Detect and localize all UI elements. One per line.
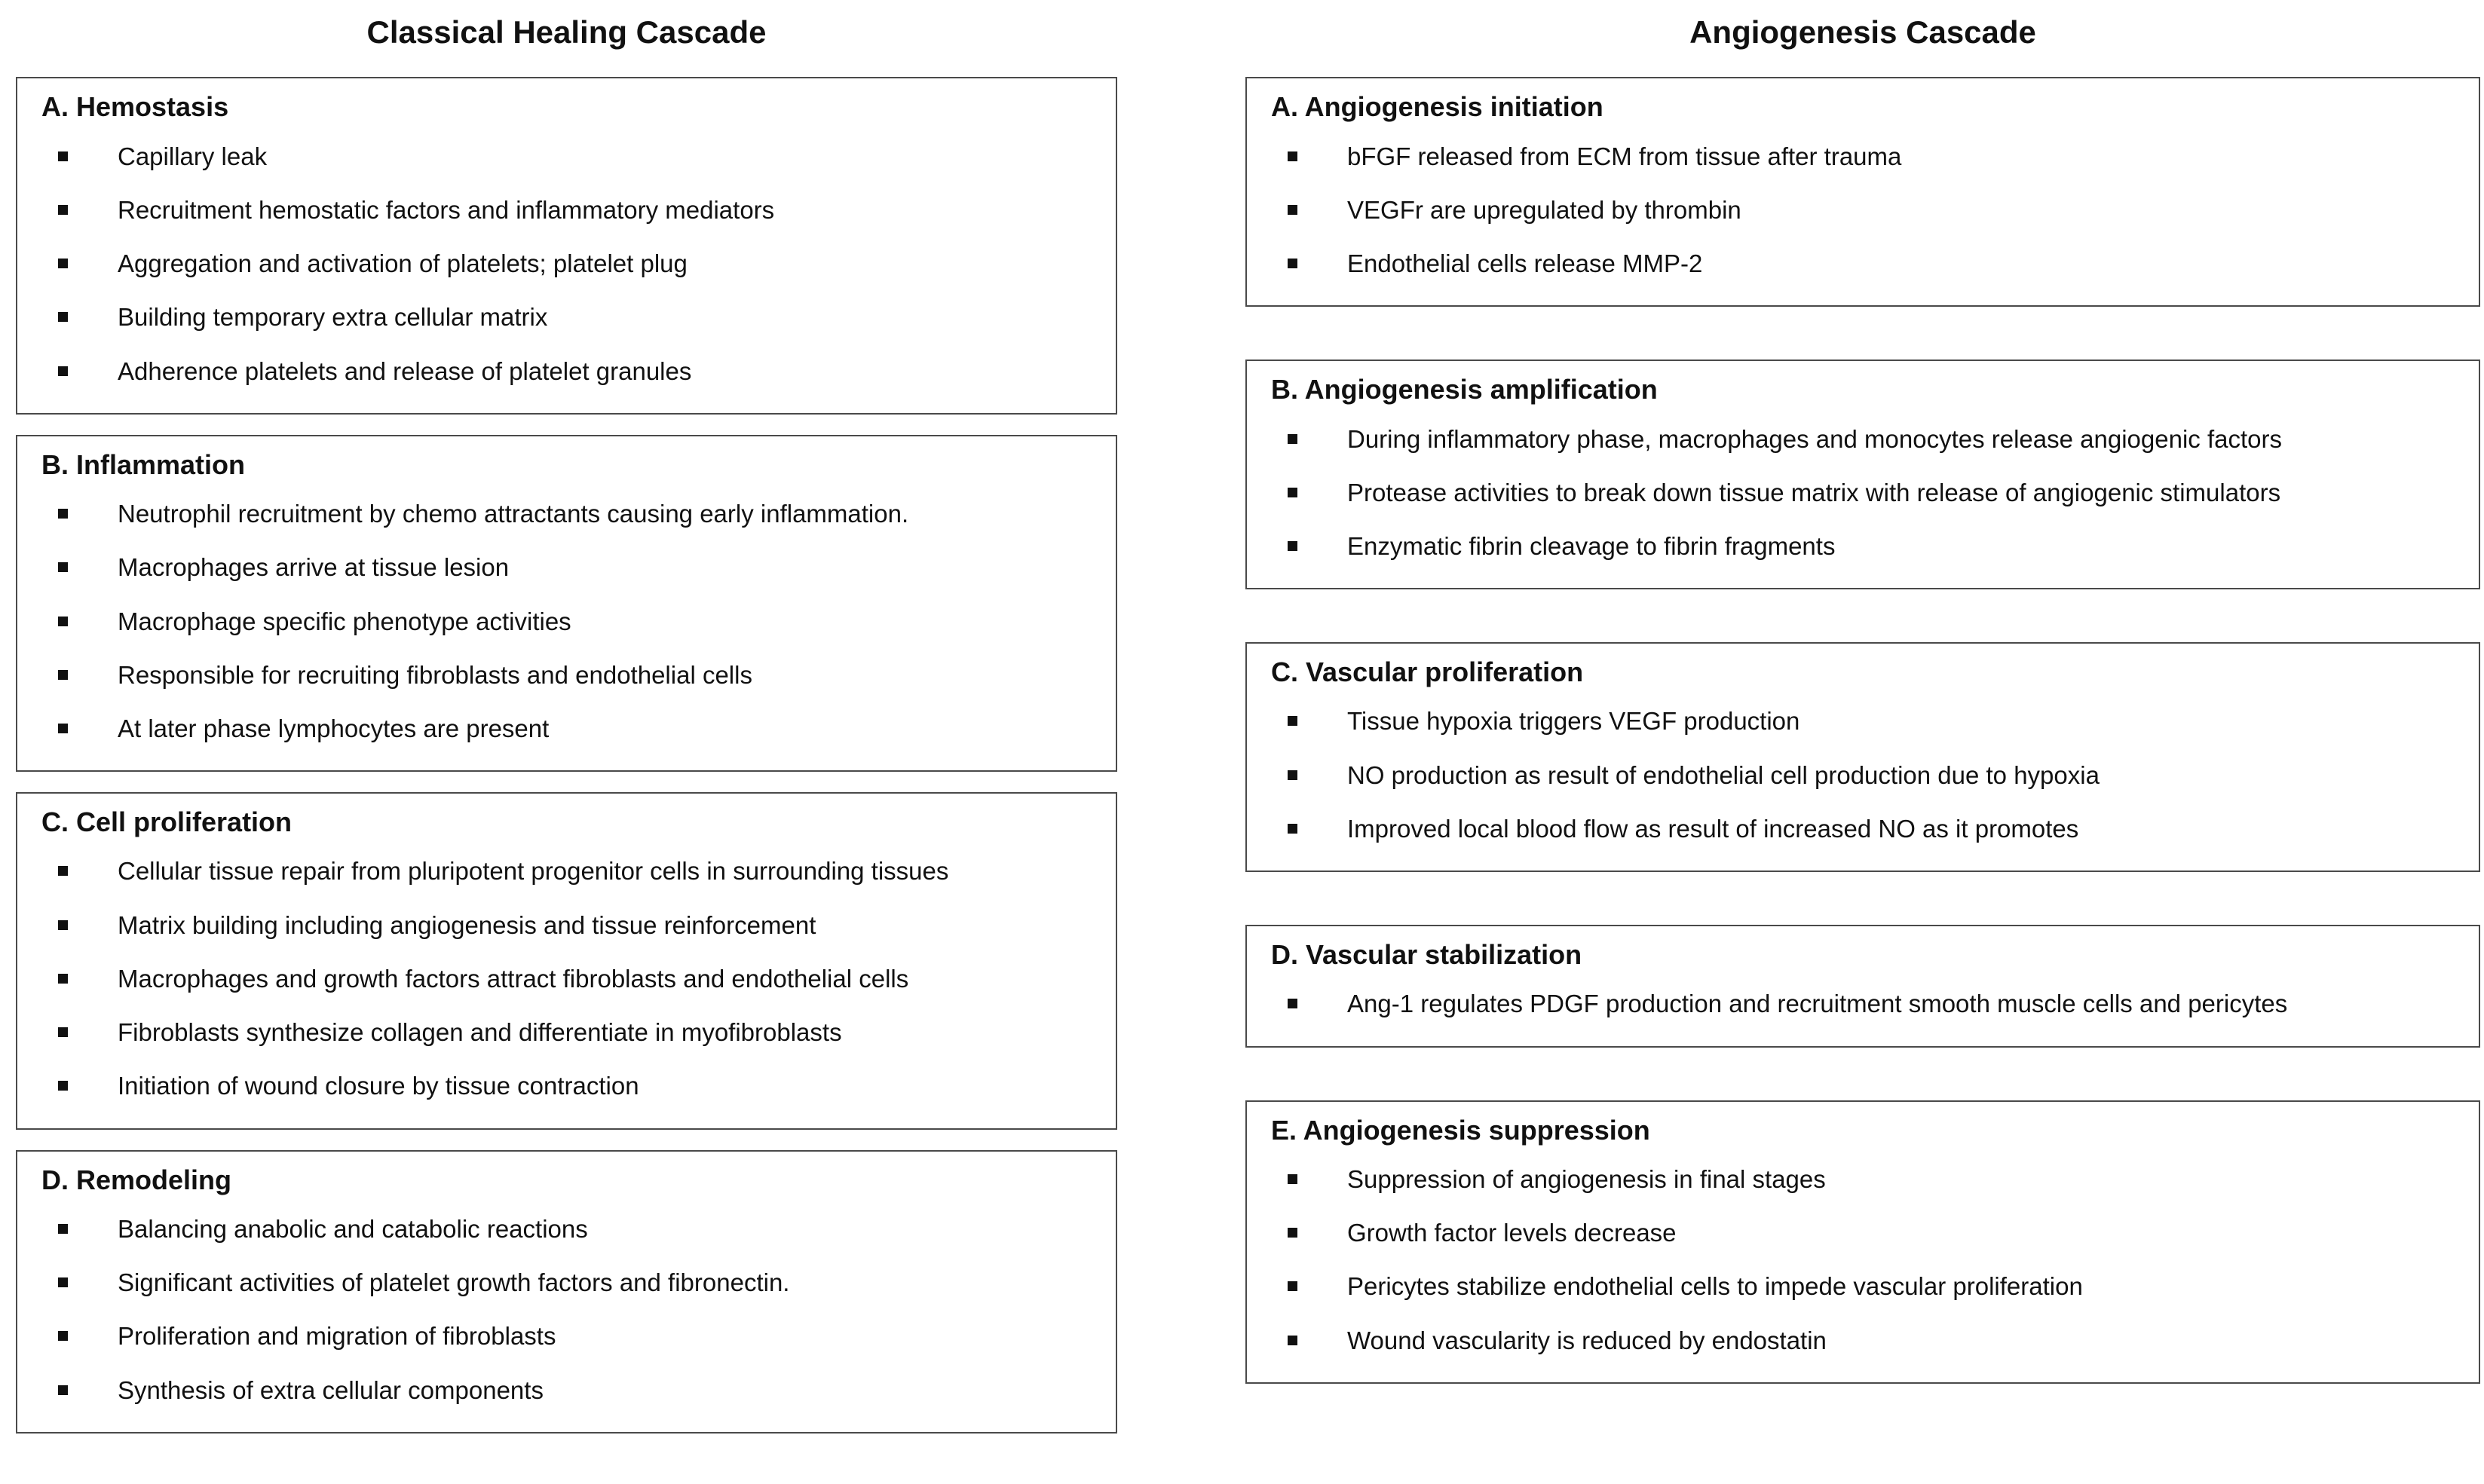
list-item bbox=[37, 1202, 1095, 1256]
item-text: Macrophage specific phenotype activities bbox=[118, 607, 571, 635]
item-list bbox=[1267, 130, 2458, 291]
list-item bbox=[37, 487, 1095, 540]
list-item bbox=[1267, 466, 2458, 519]
square-bullet-icon bbox=[58, 259, 68, 268]
list-item bbox=[37, 1059, 1095, 1112]
list-item bbox=[37, 952, 1095, 1005]
item-text: Neutrophil recruitment by chemo attractants causing early inflammation. bbox=[118, 500, 909, 528]
square-bullet-icon bbox=[58, 312, 68, 322]
item-list bbox=[37, 1202, 1095, 1417]
square-bullet-icon bbox=[1288, 1228, 1297, 1238]
list-item bbox=[1267, 694, 2458, 748]
list-item bbox=[1267, 412, 2458, 466]
square-bullet-icon bbox=[1288, 1281, 1297, 1291]
list-item bbox=[1267, 977, 2458, 1030]
item-text: Pericytes stabilize endothelial cells to impede vascular proliferation bbox=[1347, 1272, 2083, 1301]
item-text: Endothelial cells release MMP-2 bbox=[1347, 249, 1703, 278]
list-item bbox=[37, 130, 1095, 183]
column-title-angiogenesis: Angiogenesis Cascade bbox=[1689, 14, 2036, 50]
item-text: Suppression of angiogenesis in final stages bbox=[1347, 1164, 1826, 1193]
square-bullet-icon bbox=[1288, 259, 1297, 268]
box-list-angiogenesis bbox=[1245, 77, 2480, 1436]
square-bullet-icon bbox=[1288, 1174, 1297, 1184]
cascade-box bbox=[1245, 360, 2480, 589]
item-text: Macrophages arrive at tissue lesion bbox=[118, 553, 510, 582]
square-bullet-icon bbox=[58, 724, 68, 733]
list-item bbox=[37, 1309, 1095, 1363]
box-list-classical bbox=[16, 77, 1117, 1454]
square-bullet-icon bbox=[58, 205, 68, 215]
item-text: Aggregation and activation of platelets; platelet plug bbox=[118, 249, 688, 278]
item-text: Building temporary extra cellular matrix bbox=[118, 303, 548, 332]
list-item bbox=[37, 540, 1095, 594]
cascade-box bbox=[16, 77, 1117, 414]
square-bullet-icon bbox=[1288, 434, 1297, 444]
square-bullet-icon bbox=[58, 974, 68, 984]
item-text: Ang-1 regulates PDGF production and recruitment smooth muscle cells and pericytes bbox=[1347, 990, 2288, 1018]
cascade-box bbox=[1245, 925, 2480, 1047]
item-text: Macrophages and growth factors attract fibroblasts and endothelial cells bbox=[118, 964, 909, 993]
item-text: Protease activities to break down tissue matrix with release of angiogenic stimulators bbox=[1347, 478, 2281, 506]
item-text: Balancing anabolic and catabolic reactions bbox=[118, 1214, 588, 1243]
box-heading: D. Vascular stabilization bbox=[1271, 939, 1582, 971]
square-bullet-icon bbox=[58, 920, 68, 930]
box-heading: B. Angiogenesis amplification bbox=[1271, 374, 1658, 405]
list-item bbox=[37, 898, 1095, 952]
list-item bbox=[1267, 1259, 2458, 1313]
box-heading: C. Vascular proliferation bbox=[1271, 656, 1584, 688]
square-bullet-icon bbox=[58, 1331, 68, 1341]
box-heading: A. Hemostasis bbox=[41, 91, 229, 123]
box-heading: C. Cell proliferation bbox=[41, 806, 293, 838]
cascade-box bbox=[16, 1150, 1117, 1434]
item-list bbox=[1267, 694, 2458, 855]
item-text: Enzymatic fibrin cleavage to fibrin fragments bbox=[1347, 532, 1836, 561]
item-text: Responsible for recruiting fibroblasts and endothelial cells bbox=[118, 660, 752, 689]
column-title-classical: Classical Healing Cascade bbox=[366, 14, 767, 50]
item-text: During inflammatory phase, macrophages and monocytes release angiogenic factors bbox=[1347, 424, 2282, 453]
square-bullet-icon bbox=[1288, 205, 1297, 215]
list-item bbox=[37, 1005, 1095, 1059]
item-text: Proliferation and migration of fibroblasts bbox=[118, 1322, 556, 1351]
list-item bbox=[37, 1363, 1095, 1417]
square-bullet-icon bbox=[58, 509, 68, 519]
item-list bbox=[37, 844, 1095, 1112]
item-text: Capillary leak bbox=[118, 142, 268, 170]
item-text: Significant activities of platelet growth factors and fibronectin. bbox=[118, 1268, 790, 1297]
box-heading: E. Angiogenesis suppression bbox=[1271, 1114, 1650, 1146]
list-item bbox=[1267, 748, 2458, 802]
square-bullet-icon bbox=[58, 1027, 68, 1037]
item-text: Wound vascularity is reduced by endostatin bbox=[1347, 1326, 1827, 1354]
item-text: Initiation of wound closure by tissue contraction bbox=[118, 1072, 639, 1100]
list-item bbox=[1267, 237, 2458, 290]
square-bullet-icon bbox=[58, 670, 68, 680]
square-bullet-icon bbox=[58, 866, 68, 876]
item-text: Cellular tissue repair from pluripotent progenitor cells in surrounding tissues bbox=[118, 857, 949, 886]
square-bullet-icon bbox=[58, 1385, 68, 1395]
item-list bbox=[37, 130, 1095, 398]
square-bullet-icon bbox=[1288, 151, 1297, 161]
item-text: VEGFr are upregulated by thrombin bbox=[1347, 195, 1741, 224]
item-text: Matrix building including angiogenesis and tissue reinforcement bbox=[118, 910, 816, 939]
item-text: Synthesis of extra cellular components bbox=[118, 1375, 544, 1404]
item-list bbox=[1267, 1152, 2458, 1367]
box-heading: B. Inflammation bbox=[41, 448, 246, 480]
item-list bbox=[1267, 412, 2458, 574]
list-item bbox=[1267, 1152, 2458, 1206]
square-bullet-icon bbox=[58, 1081, 68, 1091]
list-item bbox=[1267, 1314, 2458, 1367]
item-list bbox=[37, 487, 1095, 755]
list-item bbox=[37, 844, 1095, 898]
item-list bbox=[1267, 977, 2458, 1030]
square-bullet-icon bbox=[58, 1277, 68, 1287]
square-bullet-icon bbox=[58, 1224, 68, 1234]
list-item bbox=[1267, 183, 2458, 237]
list-item bbox=[1267, 130, 2458, 183]
list-item bbox=[37, 290, 1095, 344]
square-bullet-icon bbox=[58, 562, 68, 572]
square-bullet-icon bbox=[1288, 541, 1297, 551]
item-text: Recruitment hemostatic factors and inflammatory mediators bbox=[118, 195, 775, 224]
list-item bbox=[37, 595, 1095, 648]
square-bullet-icon bbox=[58, 617, 68, 626]
cascade-box bbox=[16, 792, 1117, 1129]
list-item bbox=[1267, 802, 2458, 855]
cascade-box bbox=[1245, 77, 2480, 307]
column-classical-healing bbox=[16, 9, 1117, 1484]
square-bullet-icon bbox=[58, 151, 68, 161]
list-item bbox=[1267, 1206, 2458, 1259]
cascade-box bbox=[16, 435, 1117, 772]
list-item bbox=[37, 702, 1095, 755]
cascade-box bbox=[1245, 1100, 2480, 1384]
item-text: Improved local blood flow as result of increased NO as it promotes bbox=[1347, 814, 2079, 843]
square-bullet-icon bbox=[1288, 770, 1297, 780]
list-item bbox=[37, 183, 1095, 237]
item-text: At later phase lymphocytes are present bbox=[118, 714, 550, 743]
square-bullet-icon bbox=[1288, 488, 1297, 497]
square-bullet-icon bbox=[1288, 1336, 1297, 1345]
item-text: Growth factor levels decrease bbox=[1347, 1219, 1677, 1247]
item-text: NO production as result of endothelial cell production due to hypoxia bbox=[1347, 760, 2100, 789]
item-text: Adherence platelets and release of platelet granules bbox=[118, 356, 692, 385]
square-bullet-icon bbox=[58, 366, 68, 376]
cascade-box bbox=[1245, 642, 2480, 872]
column-angiogenesis bbox=[1245, 9, 2480, 1484]
square-bullet-icon bbox=[1288, 824, 1297, 834]
square-bullet-icon bbox=[1288, 716, 1297, 726]
box-heading: A. Angiogenesis initiation bbox=[1271, 91, 1603, 123]
list-item bbox=[37, 237, 1095, 290]
list-item bbox=[37, 344, 1095, 398]
list-item bbox=[37, 1256, 1095, 1309]
item-text: bFGF released from ECM from tissue after trauma bbox=[1347, 142, 1902, 170]
box-heading: D. Remodeling bbox=[41, 1164, 232, 1195]
item-text: Fibroblasts synthesize collagen and differentiate in myofibroblasts bbox=[118, 1018, 842, 1047]
square-bullet-icon bbox=[1288, 999, 1297, 1008]
item-text: Tissue hypoxia triggers VEGF production bbox=[1347, 707, 1800, 736]
list-item bbox=[37, 648, 1095, 702]
list-item bbox=[1267, 519, 2458, 573]
